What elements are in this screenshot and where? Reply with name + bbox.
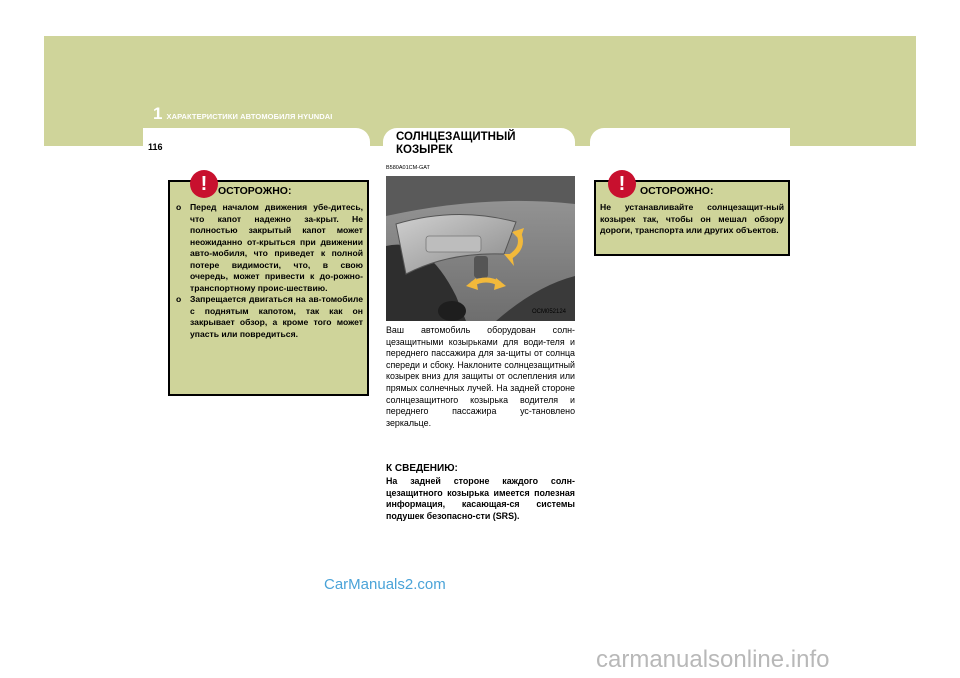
warning-item-text: Запрещается двигаться на ав-томобиле с поднятым капотом, так как он закрывает обзор, а кроме того может упасть или повредиться.: [190, 294, 363, 339]
warning-box-visor: [594, 173, 790, 256]
chapter-number: 1: [153, 104, 163, 123]
chapter-heading: [153, 104, 332, 124]
header-tab-left: [143, 128, 370, 154]
warning-box-hood: [168, 173, 369, 396]
warning-title: ОСТОРОЖНО:: [640, 185, 714, 197]
warning-text: Не устанавливайте солнцезащит-ный козырек так, чтобы он мешал обзору дороги, транспорта или других объектов.: [600, 202, 784, 235]
page-number: 116: [148, 142, 163, 152]
section-code: B580A01CM-GAT: [386, 165, 430, 171]
watermark-right[interactable]: carmanualsonline.info: [596, 646, 830, 673]
warning-title: ОСТОРОЖНО:: [218, 185, 292, 197]
sun-visor-photo: [386, 176, 575, 321]
section-title-line: КОЗЫРЕК: [396, 144, 453, 156]
visor-hinge: [474, 256, 488, 278]
warning-icon: !: [190, 170, 218, 198]
bullet-marker: o: [176, 202, 182, 212]
warning-item: [174, 294, 363, 340]
note-title: К СВЕДЕНИЮ:: [386, 463, 458, 474]
header-tab-right: [590, 128, 790, 154]
section-title-line: СОЛНЦЕЗАЩИТНЫЙ: [396, 131, 516, 143]
warning-list: [174, 202, 363, 340]
warning-item: [174, 202, 363, 294]
rearview-mirror-base: [438, 301, 466, 321]
photo-code: OCM052124: [532, 309, 567, 315]
warning-icon: !: [608, 170, 636, 198]
warning-item-text: Перед началом движения убе-дитесь, что капот надежно за-крыт. Не полностью закрытый капот может неожиданно от-крыться при движении авто-мобиля, что приведет к полной потере видимости, что, в свою очередь, может привести к до-рожно-транспортному проис-шествию.: [190, 202, 363, 293]
section-body-text: Ваш автомобиль оборудован солн-цезащитными козырьками для води-теля и переднего пассажира для за-щиты от солнца спереди и сбоку. Наклоните солнцезащитный козырек вниз для защиты от ослепления или прямых солнечных лучей. На задней стороне солнцезащитного козырька водителя и переднего пассажира ус-тановлено зеркальце.: [386, 325, 575, 428]
watermark-left[interactable]: CarManuals2.com: [324, 576, 446, 593]
chapter-title: ХАРАКТЕРИСТИКИ АВТОМОБИЛЯ HYUNDAI: [166, 112, 333, 121]
section-title: [396, 131, 515, 157]
note-text: На задней стороне каждого солн-цезащитного козырька имеется полезная информация, касающая-ся системы подушек безопасно-сти (SRS).: [386, 476, 575, 521]
visor-mirror-cover: [426, 236, 481, 252]
bullet-marker: o: [176, 294, 182, 304]
